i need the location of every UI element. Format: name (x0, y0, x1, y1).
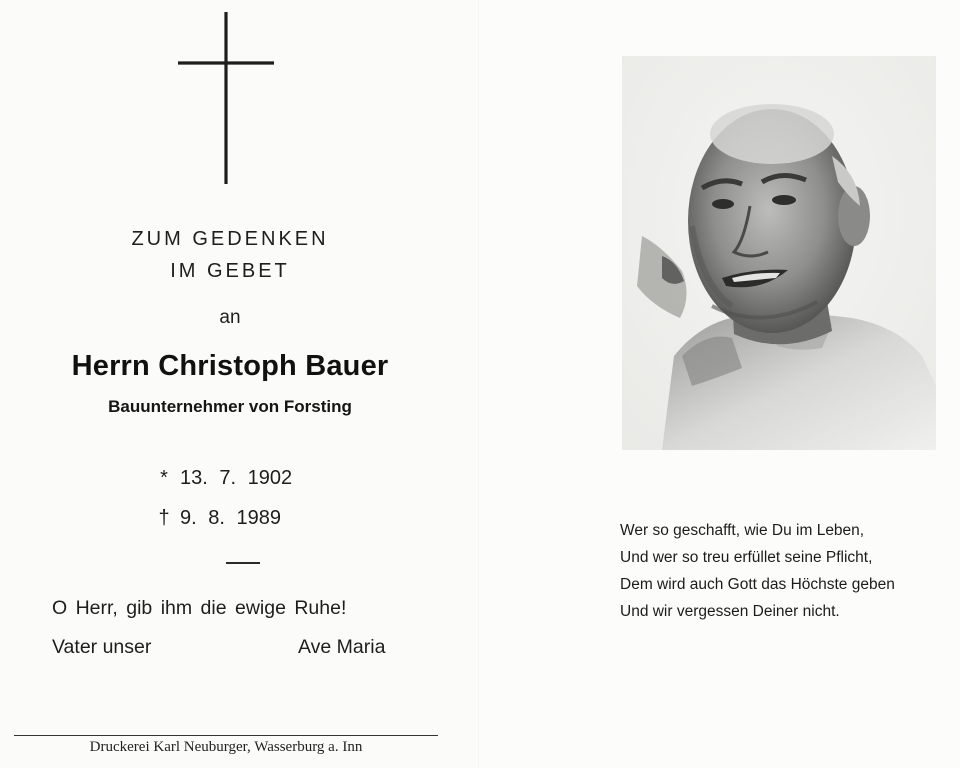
memorial-poem (620, 517, 960, 625)
prayer-vater-unser: Vater unser (52, 636, 152, 658)
preposition-text: an (219, 307, 241, 328)
poem-line-2: Und wer so treu erfüllet seine Pflicht, (620, 549, 873, 566)
prayer-ave-maria: Ave Maria (298, 636, 386, 658)
headline-line-1: ZUM GEDENKEN (131, 228, 329, 250)
birth-star-icon: * (160, 467, 168, 489)
birth-date-line (154, 467, 292, 490)
death-date-line (154, 507, 281, 530)
poem-line-3: Dem wird auch Gott das Höchste geben (620, 576, 895, 593)
poem-line-4: Und wir vergessen Deiner nicht. (620, 603, 840, 620)
poem-line-1: Wer so geschafft, wie Du im Leben, (620, 522, 865, 539)
cross-icon (0, 0, 480, 200)
portrait-photo (622, 56, 936, 450)
portrait-image (622, 56, 936, 450)
right-card-page (480, 0, 960, 768)
headline-line-2: IM GEBET (170, 260, 290, 282)
birth-date: 13. 7. 1902 (180, 467, 293, 489)
deceased-name: Herrn Christoph Bauer (71, 350, 389, 382)
footer-rule (14, 735, 438, 736)
printer-imprint: Druckerei Karl Neuburger, Wasserburg a. Inn (89, 739, 363, 755)
deceased-occupation: Bauunternehmer von Forsting (108, 397, 352, 416)
separator-dash (226, 562, 260, 564)
prayer-line: O Herr, gib ihm die ewige Ruhe! (52, 597, 347, 619)
death-dagger-icon: † (158, 507, 170, 529)
death-date: 9. 8. 1989 (180, 507, 281, 529)
